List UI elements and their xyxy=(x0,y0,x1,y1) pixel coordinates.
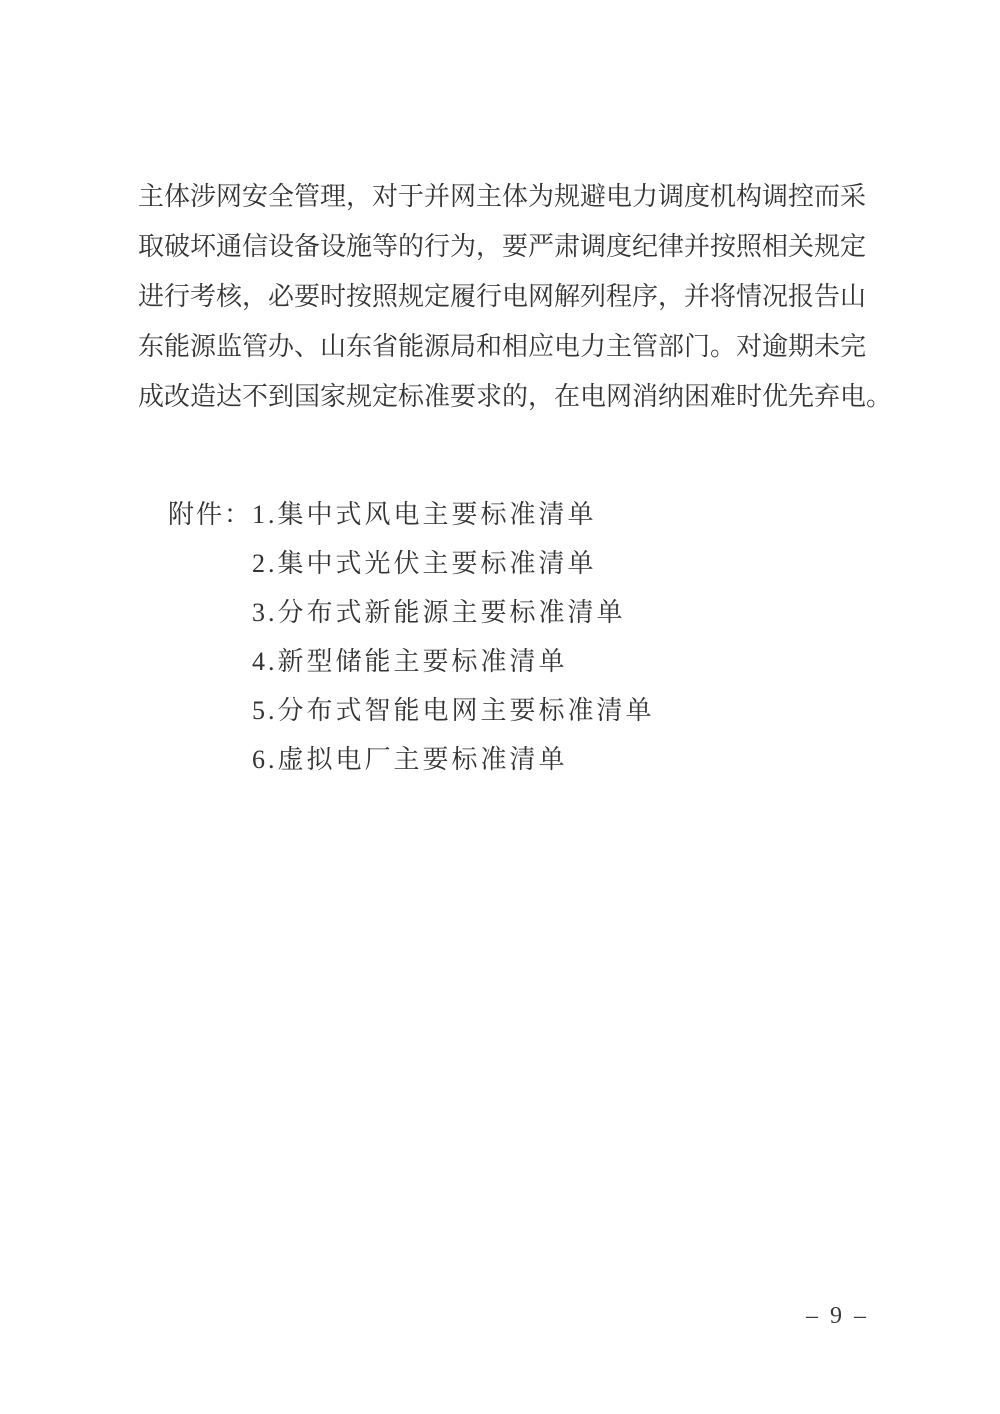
attachments-items xyxy=(252,490,655,784)
attachment-item: 1.集中式风电主要标准清单 xyxy=(252,500,597,529)
attachment-item: 4.新型储能主要标准清单 xyxy=(252,647,568,676)
paragraph-line: 东能源监管办、山东省能源局和相应电力主管部门。对逾期未完 xyxy=(138,332,867,361)
attachments-label: 附件： xyxy=(168,500,253,529)
paragraph-line: 主体涉网安全管理，对于并网主体为规避电力调度机构调控而采 xyxy=(138,182,867,211)
attachment-item: 6.虚拟电厂主要标准清单 xyxy=(252,745,568,774)
attachment-item: 5.分布式智能电网主要标准清单 xyxy=(252,696,655,725)
body-paragraph xyxy=(138,172,894,422)
paragraph-line: 进行考核，必要时按照规定履行电网解列程序，并将情况报告山 xyxy=(138,282,867,311)
page-number: – 9 – xyxy=(806,1303,869,1329)
attachment-item: 3.分布式新能源主要标准清单 xyxy=(252,598,626,627)
paragraph-line: 取破坏通信设备设施等的行为，要严肃调度纪律并按照相关规定 xyxy=(138,232,867,261)
paragraph-line: 成改造达不到国家规定标准要求的，在电网消纳困难时优先弃电。 xyxy=(138,382,893,411)
attachment-item: 2.集中式光伏主要标准清单 xyxy=(252,549,597,578)
attachments-list xyxy=(168,490,655,784)
